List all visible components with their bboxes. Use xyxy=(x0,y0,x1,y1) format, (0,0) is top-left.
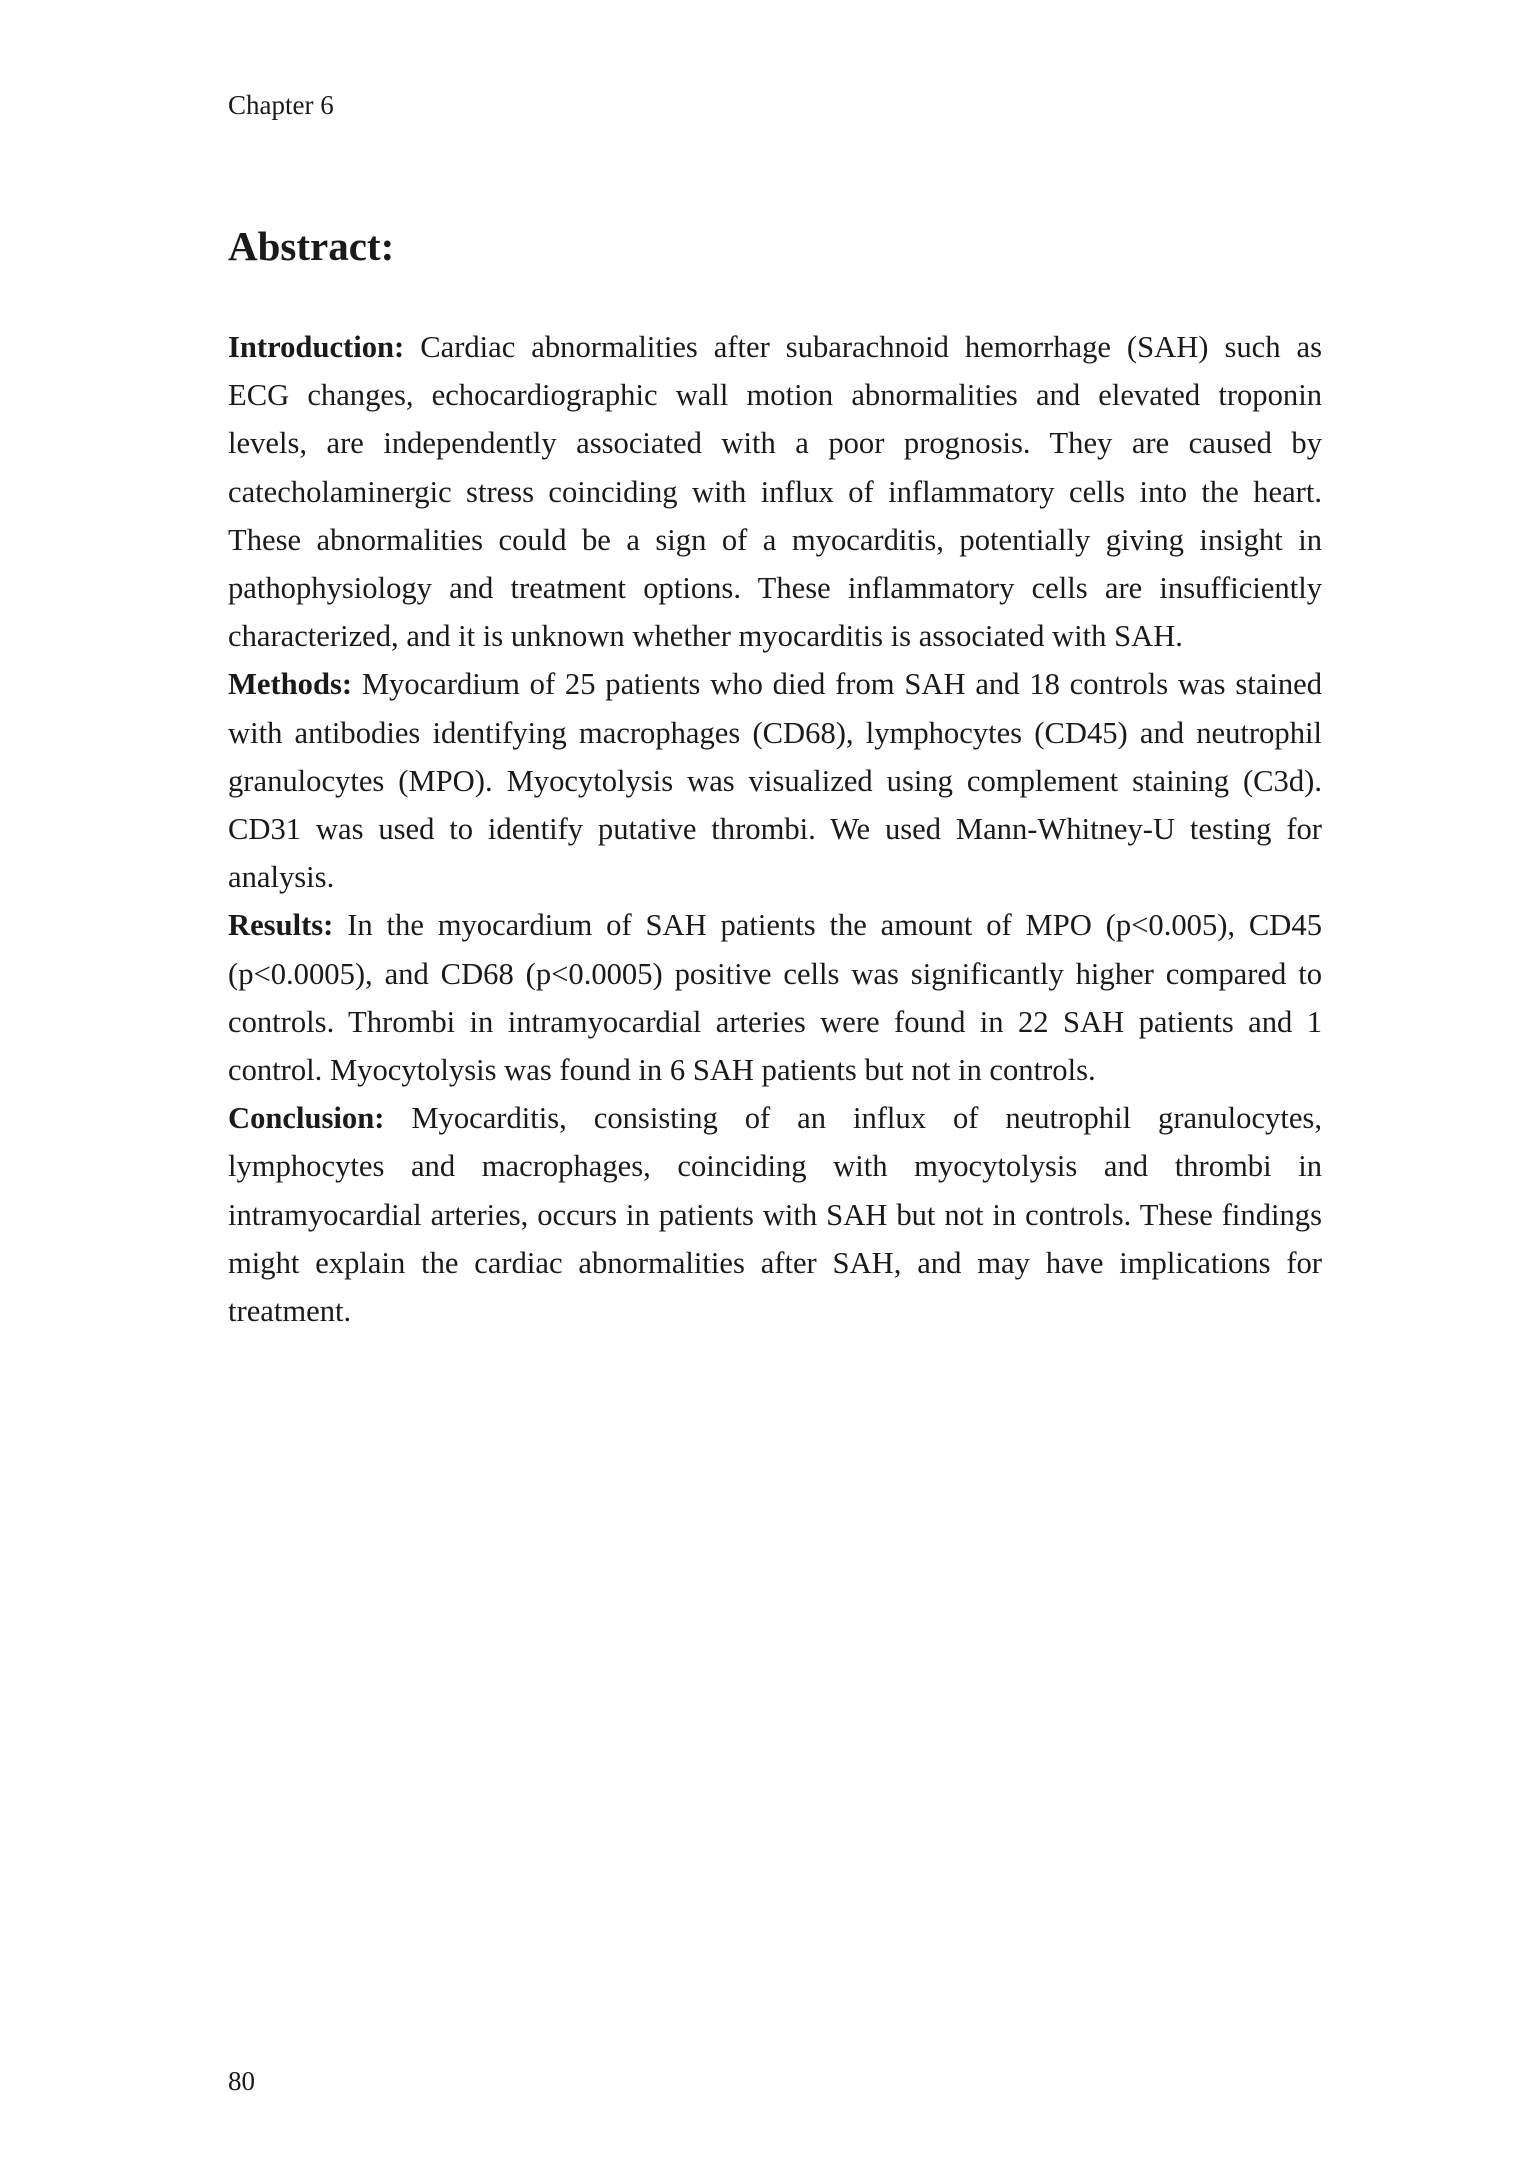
abstract-introduction xyxy=(228,323,1322,660)
abstract-results xyxy=(228,901,1322,1094)
introduction-text: Cardiac abnormalities after subarachnoid hemorrhage (SAH) such as ECG changes, echocardiographic wall motion abnormalities and elevated troponin levels, are independently associated with a poor prognosis. They are caused by catecholaminergic stress coinciding with influx of inflammatory cells into the heart. These abnormalities could be a sign of a myocarditis, potentially giving insight in pathophysiology and treatment options. These inflammatory cells are insufficiently characterized, and it is unknown whether myocarditis is associated with SAH. xyxy=(228,330,1322,654)
abstract-conclusion xyxy=(228,1094,1322,1335)
page-number: 80 xyxy=(228,2066,255,2096)
introduction-label: Introduction: xyxy=(228,330,405,364)
methods-text: Myocardium of 25 patients who died from SAH and 18 controls was stained with antibodies identifying macrophages (CD68), lymphocytes (CD45) and neutrophil granulocytes (MPO). Myocytolysis was visualized using complement staining (C3d). CD31 was used to identify putative thrombi. We used Mann-Whitney-U testing for analysis. xyxy=(228,667,1322,895)
results-text: In the myocardium of SAH patients the amount of MPO (p<0.005), CD45 (p<0.0005), and CD68 (p<0.0005) positive cells was significantly higher compared to controls. Thrombi in intramyocardial arteries were found in 22 SAH patients and 1 control. Myocytolysis was found in 6 SAH patients but not in controls. xyxy=(228,908,1322,1088)
running-header-chapter: Chapter 6 xyxy=(228,90,334,120)
abstract-body xyxy=(228,323,1322,1335)
methods-label: Methods: xyxy=(228,667,353,702)
abstract-heading: Abstract: xyxy=(228,223,395,269)
conclusion-label: Conclusion: xyxy=(228,1101,385,1136)
abstract-methods xyxy=(228,660,1322,901)
results-label: Results: xyxy=(228,908,334,943)
conclusion-text: Myocarditis, consisting of an influx of neutrophil granulocytes, lymphocytes and macrophages, coinciding with myocytolysis and thrombi in intramyocardial arteries, occurs in patients with SAH but not in controls. These findings might explain the cardiac abnormalities after SAH, and may have implications for treatment. xyxy=(228,1101,1322,1329)
